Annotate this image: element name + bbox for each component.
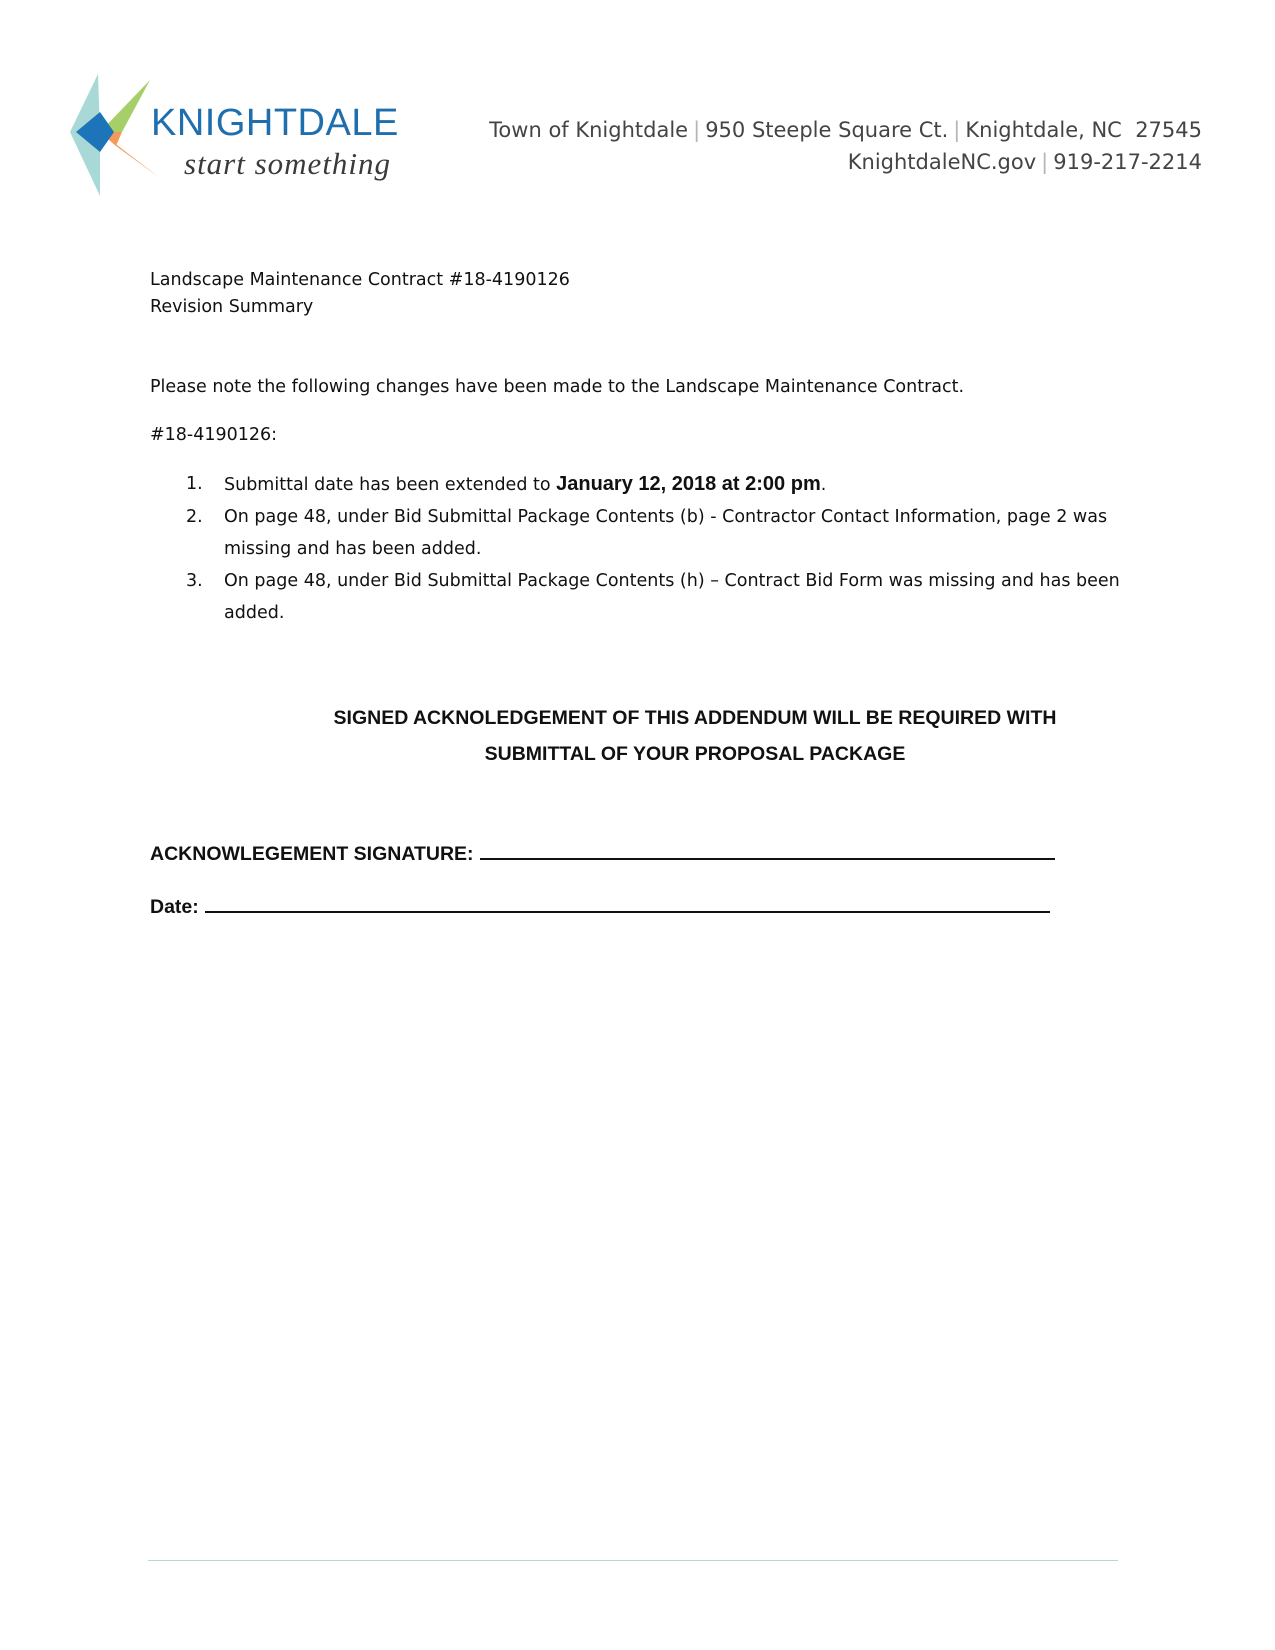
phone-number: 919-217-2214 [1053, 150, 1202, 174]
signature-label: ACKNOWLEGEMENT SIGNATURE: [150, 843, 474, 865]
list-number: 1. [186, 474, 203, 494]
change-text: On page 48, under Bid Submittal Package Contents (h) – Contract Bid Form was missing and has been added. [224, 571, 1120, 623]
contract-reference: #18-4190126: [150, 425, 278, 445]
document-title: Landscape Maintenance Contract #18-4190126 [150, 270, 570, 290]
document-subtitle: Revision Summary [150, 297, 314, 317]
contact-block [489, 114, 1202, 178]
change-text-end: . [820, 475, 827, 495]
changes-list [186, 468, 1126, 629]
website-link[interactable]: KnightdaleNC.gov [847, 150, 1037, 174]
footer-divider [148, 1560, 1118, 1561]
separator: | [1041, 150, 1049, 174]
submittal-deadline: January 12, 2018 at 2:00 pm [556, 473, 821, 495]
separator: | [953, 118, 961, 142]
notice-line-1: SIGNED ACKNOLEDGEMENT OF THIS ADDENDUM WILL BE REQUIRED WITH [333, 707, 1057, 729]
knightdale-logo-icon [70, 74, 162, 196]
contact-line-2 [489, 146, 1202, 178]
brand-name: KNIGHTDALE [151, 102, 399, 144]
signature-row [150, 840, 1055, 866]
list-item [186, 501, 1126, 565]
separator: | [693, 118, 701, 142]
letterhead [66, 74, 1202, 196]
list-item [186, 565, 1126, 629]
list-item [186, 468, 1126, 501]
brand-tagline: start something [184, 146, 392, 181]
street-address: 950 Steeple Square Ct. [705, 118, 949, 142]
change-text: Submittal date has been extended to [224, 475, 557, 495]
city-state-zip: Knightdale, NC 27545 [965, 118, 1202, 142]
acknowledgement-notice [330, 700, 1060, 772]
signature-line[interactable] [480, 840, 1055, 860]
date-line[interactable] [205, 893, 1050, 913]
contact-line-1 [489, 114, 1202, 146]
list-number: 2. [186, 507, 203, 527]
list-number: 3. [186, 571, 203, 591]
intro-paragraph: Please note the following changes have been made to the Landscape Maintenance Contract. [150, 377, 965, 397]
date-row [150, 893, 1050, 919]
town-name: Town of Knightdale [489, 118, 689, 142]
notice-line-2: SUBMITTAL OF YOUR PROPOSAL PACKAGE [484, 743, 906, 765]
change-text: On page 48, under Bid Submittal Package Contents (b) - Contractor Contact Information, page 2 was missing and has been added. [224, 507, 1108, 559]
date-label: Date: [150, 896, 199, 918]
